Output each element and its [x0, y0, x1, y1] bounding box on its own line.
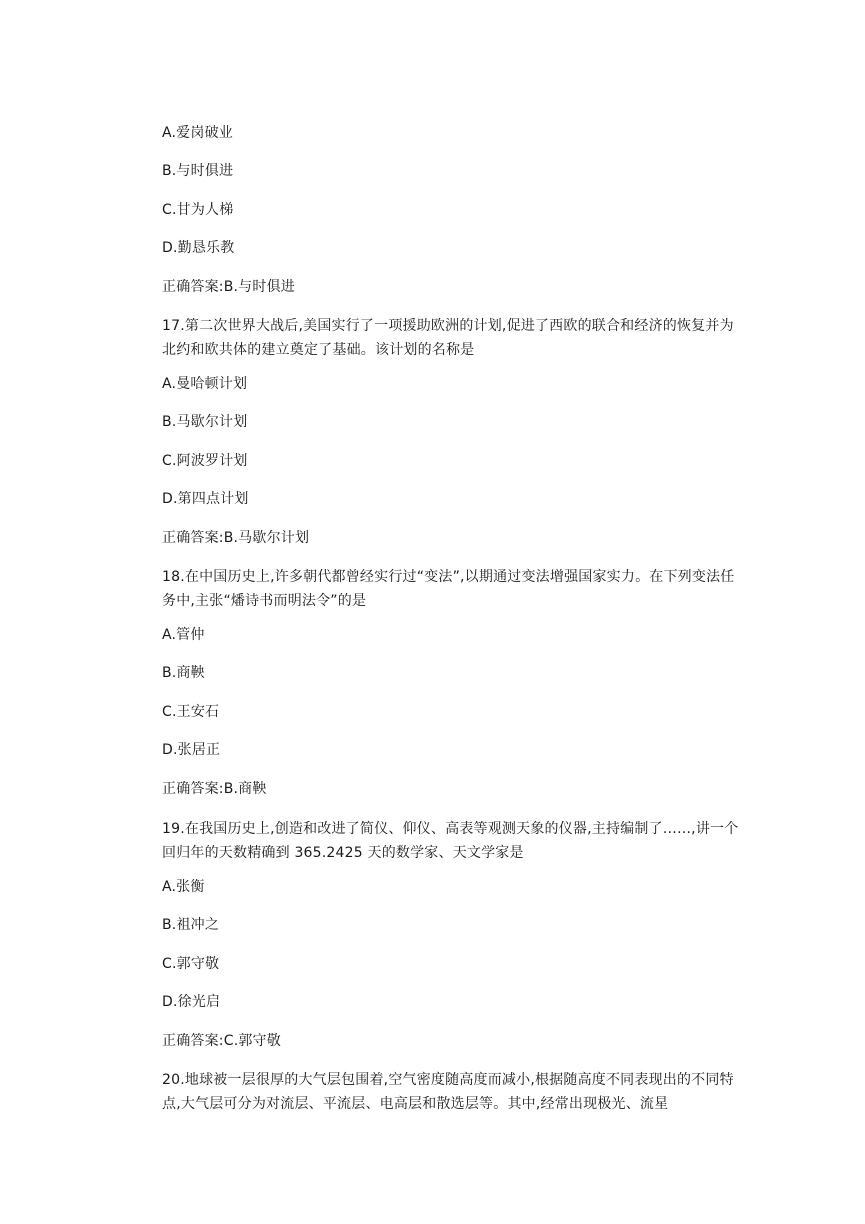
question-17: 17.第二次世界大战后,美国实行了一项援助欧洲的计划,促进了西欧的联合和经济的恢复并为北约和欧共体的建立奠定了基础。该计划的名称是 — [162, 318, 734, 358]
question-20: 20.地球被一层很厚的大气层包围着,空气密度随高度而减小,根据随高度不同表现出的不同特点,大气层可分为对流层、平流层、电高层和散选层等。其中,经常出现极光、流星 — [162, 1072, 734, 1112]
answer-line: 正确答案:B.马歇尔计划 — [162, 530, 310, 546]
answer-line: 正确答案:B.与时俱进 — [162, 279, 295, 295]
option-d: D.勤恳乐教 — [162, 240, 235, 256]
option-a: A.张衡 — [162, 879, 205, 895]
option-d: D.张居正 — [162, 742, 221, 758]
answer-line: 正确答案:C.郭守敬 — [162, 1033, 281, 1049]
option-a: A.曼哈顿计划 — [162, 376, 248, 392]
option-d: D.第四点计划 — [162, 491, 249, 507]
option-c: C.王安石 — [162, 704, 220, 720]
question-19: 19.在我国历史上,创造和改进了简仪、仰仪、高表等观测天象的仪器,主持编制了……,讲一个回归年的天数精确到 365.2425 天的数学家、天文学家是 — [162, 821, 739, 861]
option-d: D.徐光启 — [162, 994, 221, 1010]
option-b: B.与时俱进 — [162, 163, 234, 179]
option-c: C.郭守敬 — [162, 956, 220, 972]
question-18: 18.在中国历史上,许多朝代都曾经实行过“变法”,以期通过变法增强国家实力。在下列变法任务中,主张“燔诗书而明法令”的是 — [162, 569, 735, 609]
option-b: B.祖冲之 — [162, 917, 220, 933]
option-b: B.商鞅 — [162, 665, 205, 681]
option-a: A.爱岗破业 — [162, 125, 233, 141]
option-c: C.甘为人梯 — [162, 202, 234, 218]
option-c: C.阿波罗计划 — [162, 453, 248, 469]
answer-line: 正确答案:B.商鞅 — [162, 781, 267, 797]
option-a: A.管仲 — [162, 627, 205, 643]
option-b: B.马歇尔计划 — [162, 414, 248, 430]
